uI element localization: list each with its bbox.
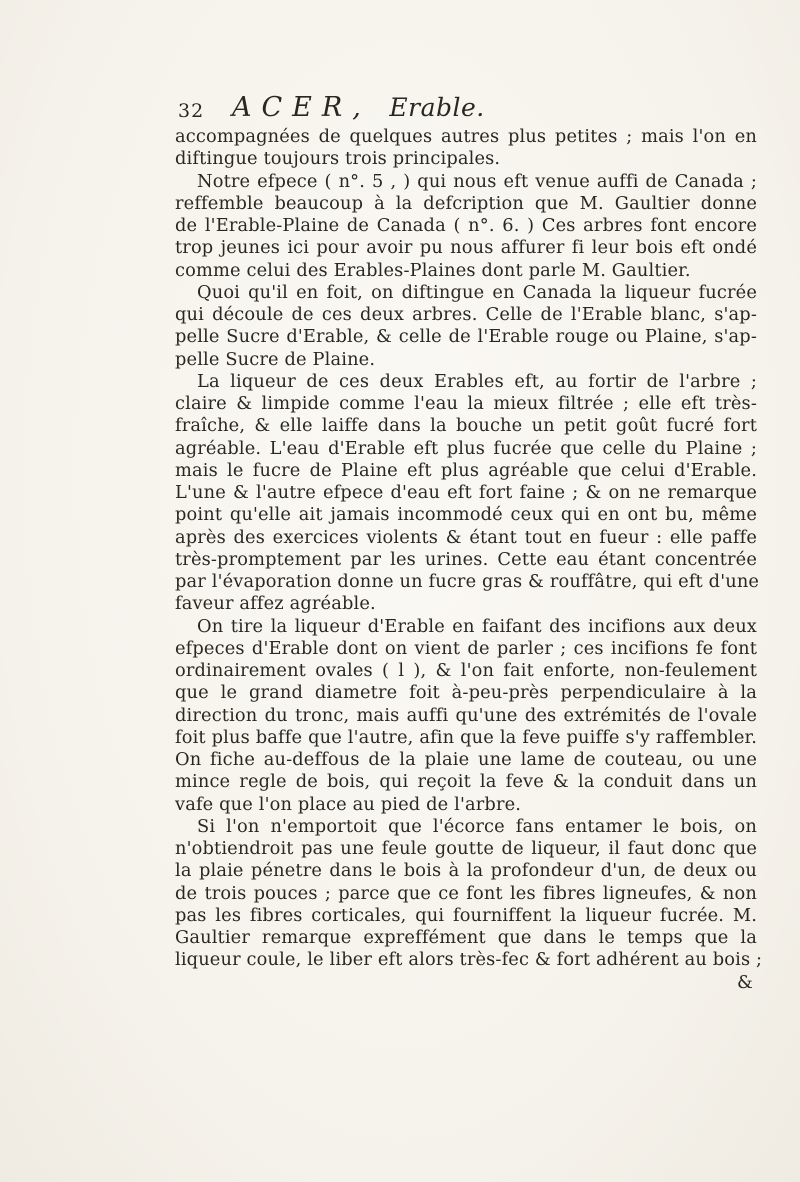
text-line: point qu'elle ait jamais incommodé ceux qui en ont bu, même <box>175 504 757 526</box>
text-line: efpeces d'Erable dont on vient de parler ; ces incifions fe font <box>175 637 757 659</box>
text-line: très-promptement par les urines. Cette eau étant concentrée <box>175 548 757 570</box>
text-line: fraîche, & elle laiffe dans la bouche un petit goût fucré fort <box>175 415 757 437</box>
text-line: liqueur coule, le liber eft alors très-fec & fort adhérent au bois ; <box>175 949 763 971</box>
text-line: mince regle de bois, qui reçoit la feve & la conduit dans un <box>175 771 757 793</box>
text-line: comme celui des Erables-Plaines dont parle M. Gaultier. <box>175 259 691 281</box>
text-line: foit plus baffe que l'autre, afin que la feve puiffe s'y raffembler. <box>175 726 757 748</box>
text-line: diftingue toujours trois principales. <box>175 148 501 170</box>
text-line: qui découle de ces deux arbres. Celle de l'Erable blanc, s'ap- <box>175 304 757 325</box>
text-line: On fiche au-deffous de la plaie une lame de couteau, ou une <box>175 749 757 770</box>
running-title-subtitle: Erable. <box>389 93 485 122</box>
text-line: La liqueur de ces deux Erables eft, au fortir de l'arbre ; <box>197 370 757 392</box>
text-line: L'une & l'autre efpece d'eau eft fort faine ; & on ne remarque <box>175 482 757 503</box>
text-line: agréable. L'eau d'Erable eft plus fucrée que celle du Plaine ; <box>175 437 757 459</box>
text-line: Gaultier remarque expreffément que dans le temps que la <box>175 927 757 948</box>
page-header <box>178 92 758 128</box>
text-line: reffemble beaucoup à la defcription que M. Gaultier donne <box>175 192 757 214</box>
text-line: de l'Erable-Plaine de Canada ( n°. 6. ) Ces arbres font encore <box>175 215 757 236</box>
running-title <box>232 92 485 123</box>
body-text <box>175 126 763 994</box>
text-line: Quoi qu'il en foit, on diftingue en Canada la liqueur fucrée <box>197 281 757 303</box>
text-line: trop jeunes ici pour avoir pu nous affurer fi leur bois eft ondé <box>175 237 757 259</box>
text-line: faveur affez agréable. <box>175 593 376 615</box>
running-title-main: ACER, <box>232 92 371 123</box>
text-line: vafe que l'on place au pied de l'arbre. <box>175 793 522 815</box>
text-line: pelle Sucre d'Erable, & celle de l'Erable rouge ou Plaine, s'ap- <box>175 326 757 348</box>
text-line: Si l'on n'emportoit que l'écorce fans entamer le bois, on <box>197 815 757 837</box>
text-line: Notre efpece ( n°. 5 , ) qui nous eft venue auffi de Canada ; <box>197 170 757 192</box>
text-line: On tire la liqueur d'Erable en faifant des incifions aux deux <box>197 615 757 637</box>
text-line: direction du tronc, mais auffi qu'une des extrémités de l'ovale <box>175 704 757 726</box>
text-line: pas les fibres corticales, qui fourniffent la liqueur fucrée. M. <box>175 904 757 926</box>
text-line: de trois pouces ; parce que ce font les fibres ligneufes, & non <box>175 882 757 904</box>
text-line: après des exercices violents & étant tout en fueur : elle paffe <box>175 526 757 548</box>
text-line: pelle Sucre de Plaine. <box>175 348 376 370</box>
text-line: claire & limpide comme l'eau la mieux filtrée ; elle eft très- <box>175 393 757 414</box>
text-line: que le grand diametre foit à-peu-près perpendiculaire à la <box>175 682 757 704</box>
catchword: & <box>737 971 753 993</box>
text-line: par l'évaporation donne un fucre gras & rouffâtre, qui eft d'une <box>175 571 760 592</box>
text-line: ordinairement ovales ( l ), & l'on fait enforte, non-feulement <box>175 660 757 681</box>
text-line: accompagnées de quelques autres plus petites ; mais l'on en <box>175 126 757 147</box>
text-line: n'obtiendroit pas une feule goutte de liqueur, il faut donc que <box>175 838 757 859</box>
text-line: la plaie pénetre dans le bois à la profondeur d'un, de deux ou <box>175 860 757 882</box>
text-line: mais le fucre de Plaine eft plus agréable que celui d'Erable. <box>175 459 757 481</box>
page-number: 32 <box>178 100 205 122</box>
